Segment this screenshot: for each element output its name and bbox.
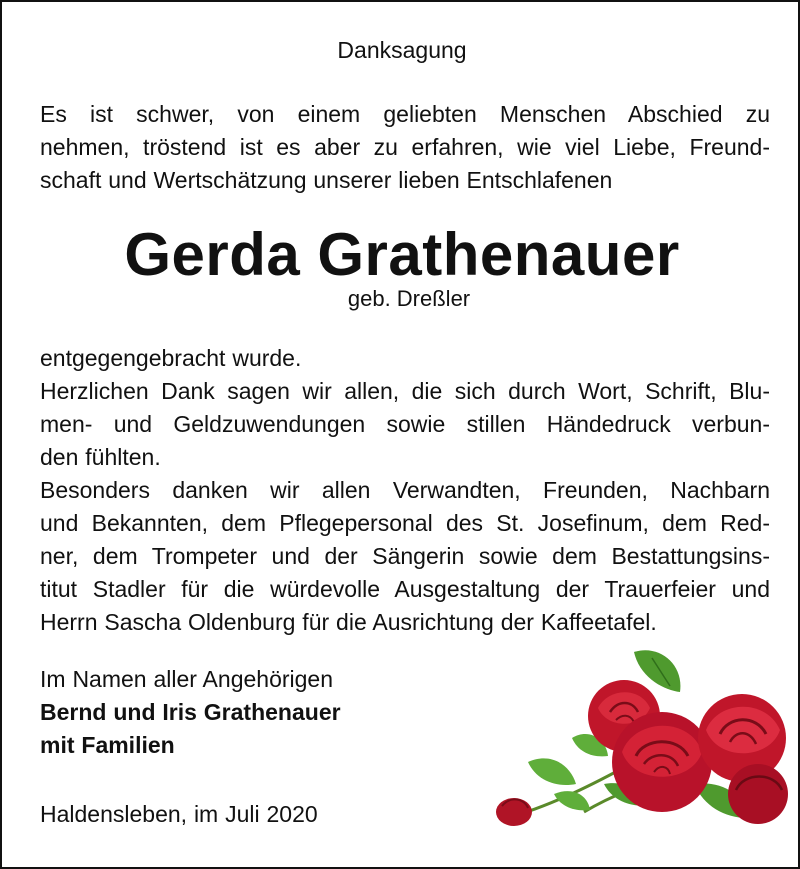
body-line: titut Stadler für die würdevolle Ausgestaltung der Trauerfeier und: [40, 576, 770, 602]
body-line: entgegengebracht wurde.: [40, 345, 302, 371]
body-line: Herrn Sascha Oldenburg für die Ausrichtung der Kaffeetafel.: [40, 609, 657, 635]
body-line: und Bekannten, dem Pflegepersonal des St. Josefinum, dem Red-: [40, 510, 770, 536]
signature-family: mit Familien: [40, 732, 175, 758]
heading: Danksagung: [337, 37, 467, 63]
intro-paragraph: [40, 98, 770, 197]
intro-line: Es ist schwer, von einem geliebten Menschen Abschied zu: [40, 101, 770, 127]
signature-names: Bernd und Iris Grathenauer: [40, 699, 341, 725]
body-line: Besonders danken wir allen Verwandten, Freunden, Nachbarn: [40, 477, 770, 503]
intro-line: schaft und Wertschätzung unserer lieben Entschlafenen: [40, 167, 613, 193]
thanks-paragraph: [40, 342, 770, 639]
signature-block: [40, 663, 440, 762]
body-line: men- und Geldzuwendungen sowie stillen Händedruck verbun-: [40, 411, 770, 437]
body-line: Herzlichen Dank sagen wir allen, die sich durch Wort, Schrift, Blu-: [40, 378, 770, 404]
signature-intro: Im Namen aller Angehörigen: [40, 666, 333, 692]
intro-line: nehmen, tröstend ist es aber zu erfahren, wie viel Liebe, Freund-: [40, 134, 770, 160]
body-line: den fühlten.: [40, 444, 161, 470]
deceased-name: Gerda Grathenauer: [124, 221, 680, 288]
maiden-name: geb. Dreßler: [347, 286, 471, 311]
roses-icon: [484, 634, 796, 834]
body-line: ner, dem Trompeter und der Sängerin sowie dem Bestattungsins-: [40, 543, 770, 569]
place-date: Haldensleben, im Juli 2020: [40, 801, 318, 827]
